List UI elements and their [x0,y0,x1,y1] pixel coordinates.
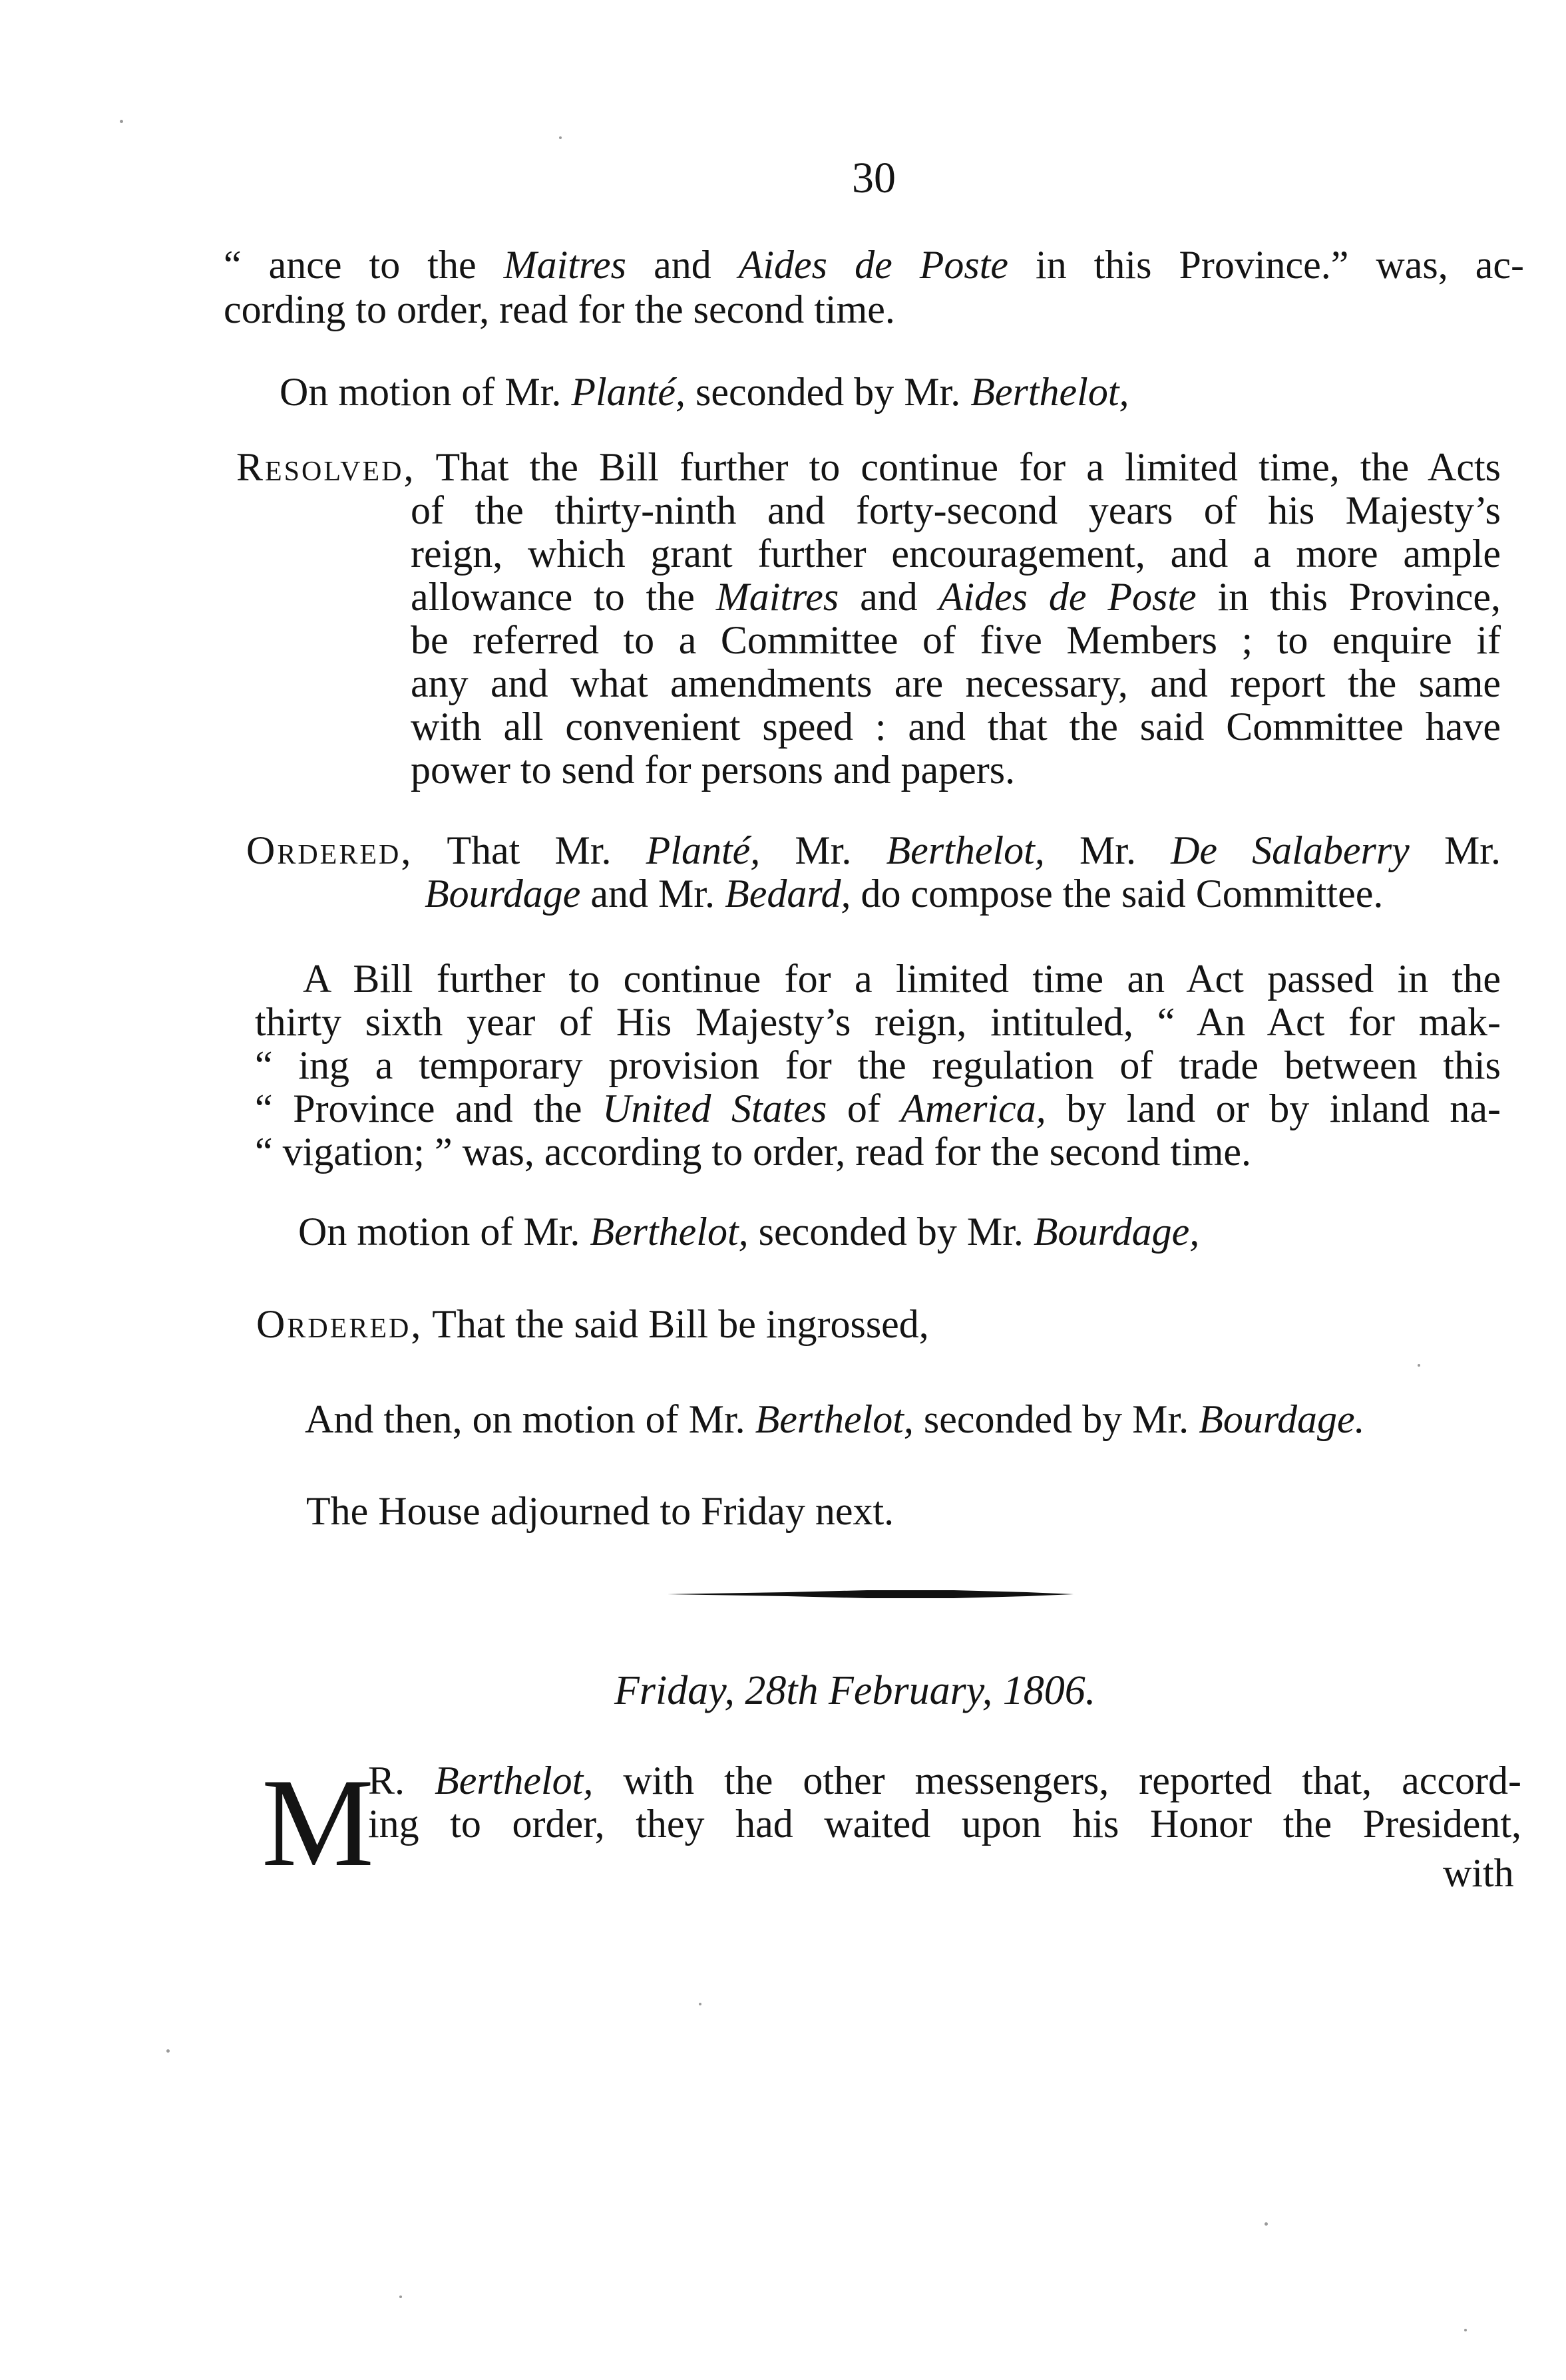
resolution-line: reign, which grant further encouragement, and a more ample [411,532,1501,576]
scan-speck [399,2295,402,2298]
resolution-line: power to send for persons and papers. [411,748,1016,792]
section-divider [668,1590,1074,1598]
resolution-line: with all convenient speed : and that the said Committee have [411,705,1501,749]
scan-speck [1265,2222,1268,2226]
bill-line: “ vigation; ” was, according to order, read for the second time. [255,1130,1252,1174]
order-line: Ordered, That Mr. Planté, Mr. Berthelot, Mr. De Salaberry Mr. [246,828,1501,872]
scan-speck [699,2003,701,2005]
text-line: And then, on motion of Mr. Berthelot, seconded by Mr. Bourdage. [305,1397,1365,1441]
text-line: On motion of Mr. Planté, seconded by Mr. Berthelot, [280,370,1129,414]
ordered-label: Ordered, [246,828,413,872]
catchword: with [1443,1851,1514,1895]
bill-line: “ ing a temporary provision for the regulation of trade between this [255,1043,1501,1087]
bill-line: thirty sixth year of His Majesty’s reign, intituled, “ An Act for mak- [255,1000,1501,1044]
resolution-line: any and what amendments are necessary, and report the same [411,661,1501,705]
bill-line: A Bill further to continue for a limited time an Act passed in the [303,957,1501,1001]
text-line: “ ance to the Maitres and Aides de Poste in this Province.” was, ac- [224,243,1524,287]
scan-speck [1464,2329,1467,2331]
resolution-line: Resolved, That the Bill further to continue for a limited time, the Acts [236,445,1501,489]
scan-speck [166,2049,170,2053]
ordered-label: Ordered, [256,1302,423,1346]
scan-speck [559,136,562,139]
text-line: ing to order, they had waited upon his Honor the President, [368,1802,1521,1846]
bill-line: “ Province and the United States of America, by land or by inland na- [255,1087,1501,1130]
text-line: On motion of Mr. Berthelot, seconded by Mr. Bourdage, [298,1210,1200,1254]
order-line: Bourdage and Mr. Bedard, do compose the said Committee. [425,872,1384,916]
date-heading: Friday, 28th February, 1806. [614,1668,1096,1713]
text-line: The House adjourned to Friday next. [306,1489,894,1533]
resolved-label: Resolved, [236,445,416,489]
drop-cap: M [262,1753,374,1893]
order-line: Ordered, That the said Bill be ingrossed, [256,1302,929,1346]
scan-speck [1418,1364,1420,1367]
scan-speck [120,120,123,123]
resolution-line: be referred to a Committee of five Members ; to enquire if [411,618,1501,662]
text-line: cording to order, read for the second time. [224,287,895,331]
resolution-line: allowance to the Maitres and Aides de Poste in this Province, [411,575,1501,619]
resolution-line: of the thirty-ninth and forty-second years of his Majesty’s [411,488,1501,532]
text-line: R. Berthelot, with the other messengers, reported that, accord- [368,1759,1521,1802]
page-number: 30 [852,154,896,202]
